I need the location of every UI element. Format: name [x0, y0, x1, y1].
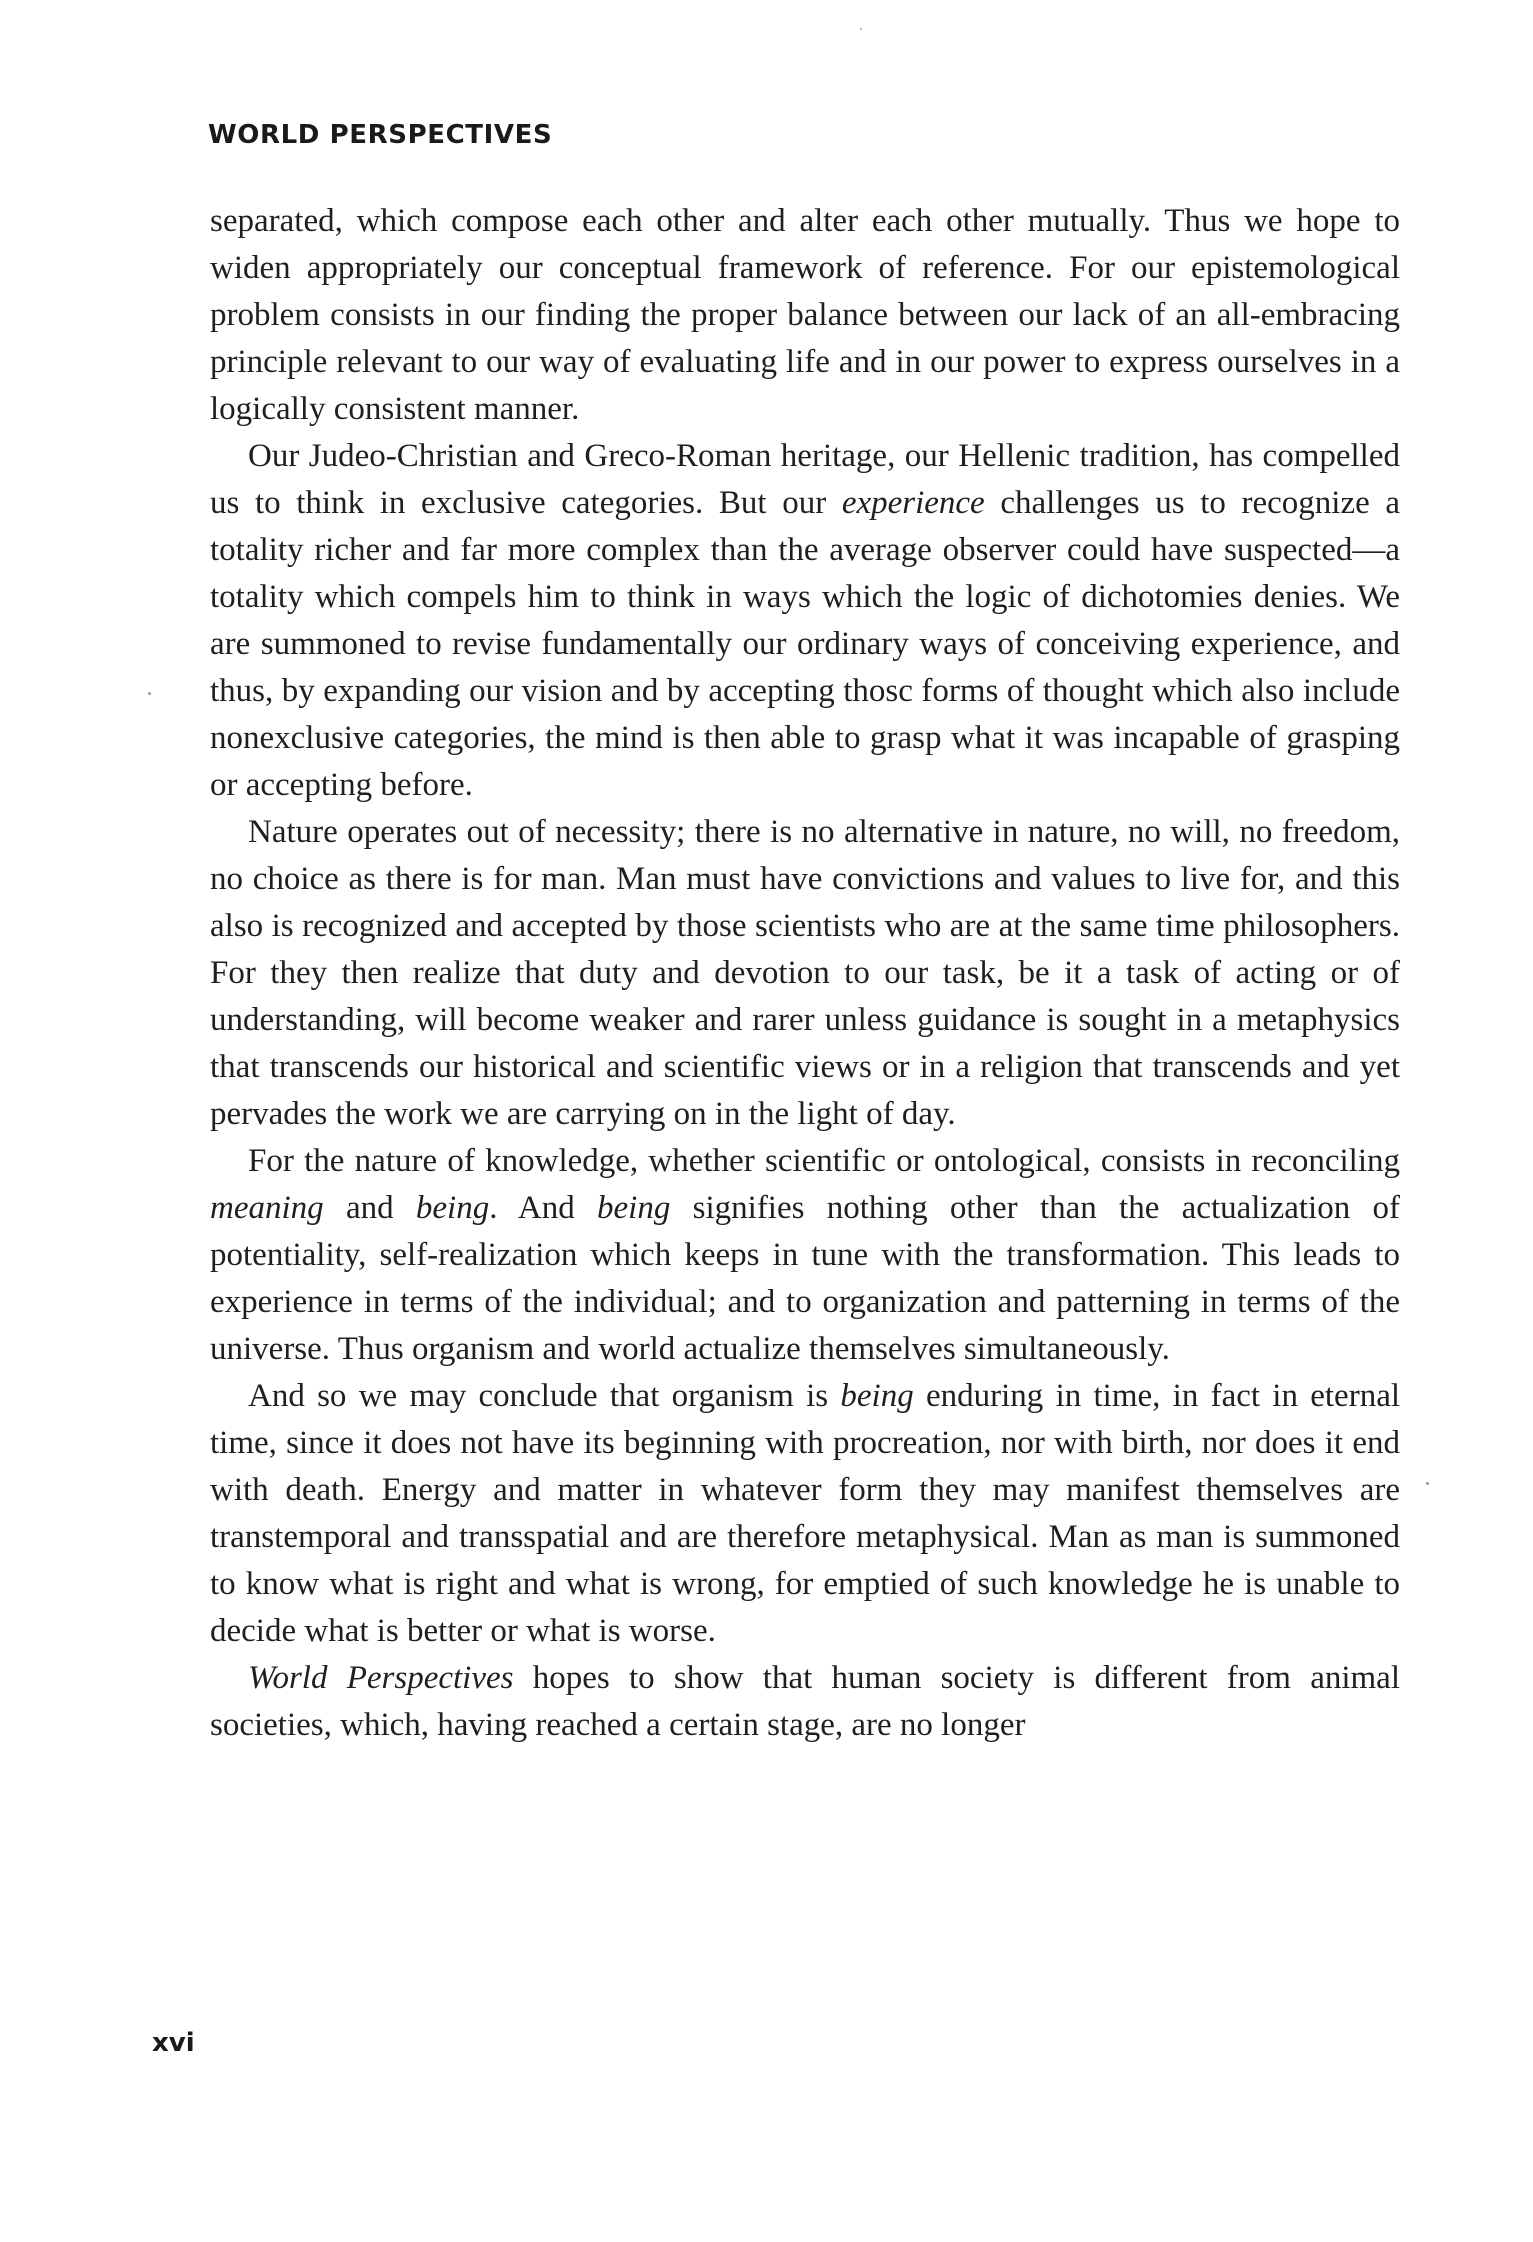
page-number: xvi: [152, 2028, 195, 2058]
paragraph-2-text-b: challenges us to recognize a totality richer and far more complex than the average observer could have suspected—a totality which compels him to think in ways which the logic of dichotomies denies. We are summoned to revise fundamentally our ordinary ways of conceiving experience, and thus, by expanding our vision and by accepting thosc forms of thought which also include nonexclusive categories, the mind is then able to grasp what it was incapable of grasping or accepting before.: [210, 485, 1401, 803]
paragraph-5: [210, 1373, 1400, 1655]
italic-being: being: [840, 1378, 914, 1414]
paragraph-2-text-a: Our Judeo-Christian and Greco-Roman heritage, our Hellenic tradition, has compelled us to think in exclusive categories. But our: [210, 438, 1400, 521]
paragraph-4: [210, 1138, 1400, 1373]
paragraph-5-text-b: enduring in time, in fact in eternal time, since it does not have its beginning with procreation, nor with birth, nor does it end with death. Energy and matter in whatever form they may manifest themselves are transtemporal and transspatial and are therefore metaphysical. Man as man is summoned to know what is right and what is wrong, for emptied of such knowledge he is unable to decide what is better or what is worse.: [210, 1378, 1401, 1649]
body-text: [210, 198, 1400, 1749]
italic-meaning: meaning: [210, 1190, 324, 1226]
paragraph-4-text-d: signifies nothing other than the actualization of potentiality, self-realization which keeps in tune with the transformation. This leads to experience in terms of the individual; and to organization and patterning in terms of the universe. Thus organism and world actualize themselves simultaneously.: [210, 1190, 1400, 1367]
italic-being: being: [415, 1190, 490, 1226]
paragraph-3: Nature operates out of necessity; there is no alternative in nature, no will, no freedom, no choice as there is for man. Man must have convictions and values to live for, and this also is recognized and accepted by those scientists who are at the same time philosophers. For they then realize that duty and devotion to our task, be it a task of acting or of understanding, will become weaker and rarer unless guidance is sought in a metaphysics that transcends our historical and scientific views or in a religion that transcends and yet pervades the work we are carrying on in the light of day.: [210, 814, 1400, 1132]
scan-speck: [1426, 1482, 1429, 1485]
paragraph-2: [210, 433, 1400, 809]
scan-speck: [148, 692, 151, 695]
italic-being: being: [597, 1190, 671, 1226]
paragraph-4-text-b: and: [323, 1190, 416, 1226]
paragraph-6: [210, 1655, 1400, 1749]
paragraph-6-text-a: hopes to show that human society is different from animal societies, which, having reached a certain stage, are no longer: [210, 1660, 1400, 1743]
paragraph-1-continued: separated, which compose each other and alter each other mutually. Thus we hope to widen appropriately our conceptual framework of reference. For our epistemological problem consists in our finding the proper balance between our lack of an all-embracing principle relevant to our way of evaluating life and in our power to express ourselves in a logically consistent manner.: [210, 203, 1400, 427]
paragraph-4-text-a: For the nature of knowledge, whether scientific or ontological, consists in reconciling: [248, 1143, 1400, 1179]
italic-world-perspectives: World Perspectives: [248, 1660, 514, 1696]
italic-experience: experience: [841, 485, 985, 521]
running-head: WORLD PERSPECTIVES: [208, 120, 553, 150]
paragraph-4-text-c: . And: [489, 1190, 598, 1226]
scan-speck: [860, 28, 862, 30]
paragraph-5-text-a: And so we may conclude that organism is: [248, 1378, 841, 1414]
